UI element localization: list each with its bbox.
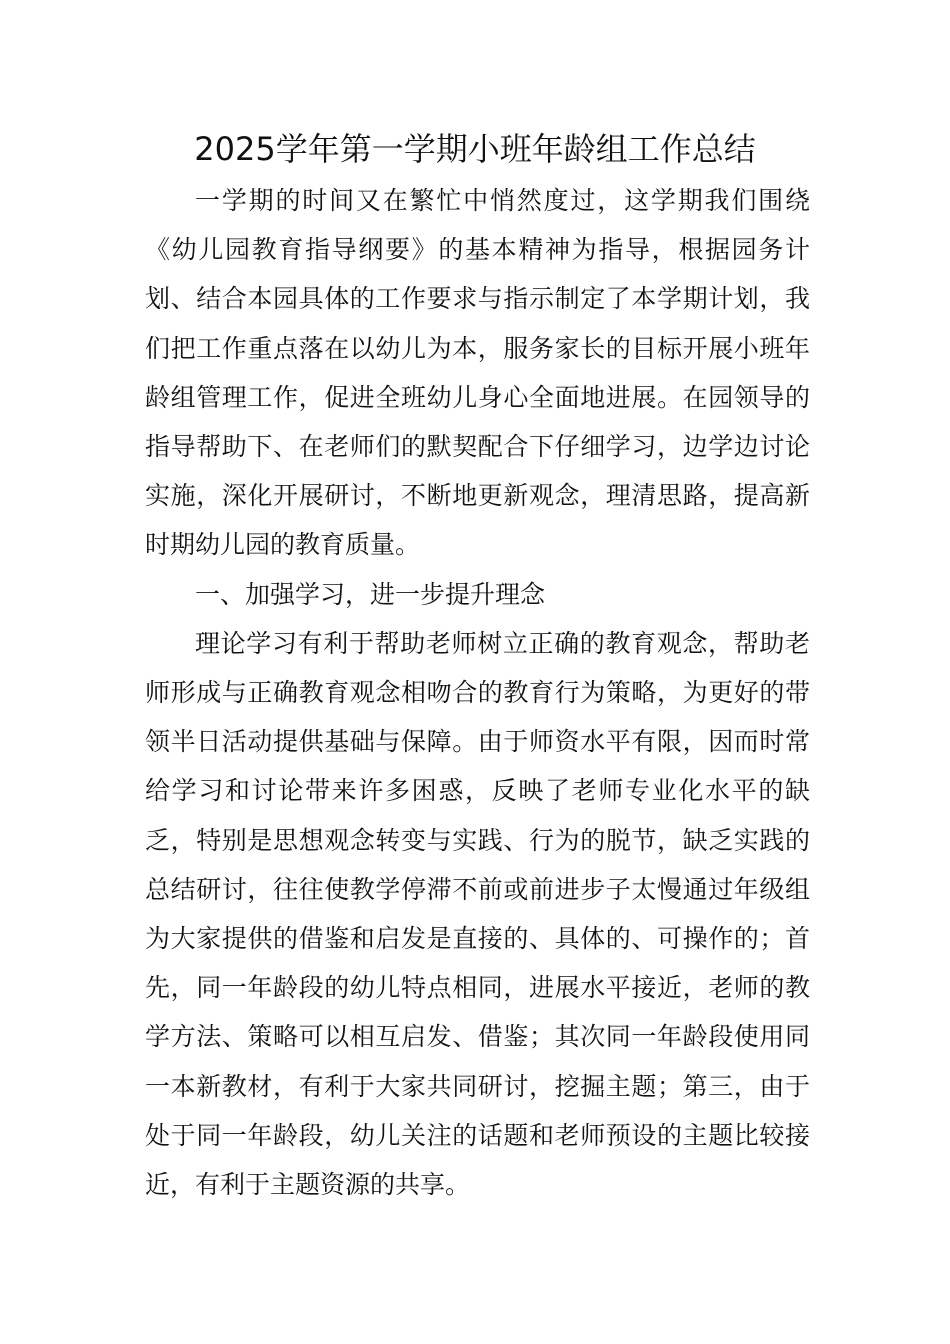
document-body <box>145 176 810 1209</box>
intro-paragraph: 一学期的时间又在繁忙中悄然度过，这学期我们围绕《幼儿园教育指导纲要》的基本精神为指导，根据园务计划、结合本园具体的工作要求与指示制定了本学期计划，我们把工作重点落在以幼儿为本，服务家长的目标开展小班年龄组管理工作，促进全班幼儿身心全面地进展。在园领导的指导帮助下、在老师们的默契配合下仔细学习，边学边讨论实施，深化开展研讨，不断地更新观念，理清思路，提高新时期幼儿园的教育质量。 <box>145 186 810 560</box>
section-paragraph: 理论学习有利于帮助老师树立正确的教育观念，帮助老师形成与正确教育观念相吻合的教育行为策略，为更好的带领半日活动提供基础与保障。由于师资水平有限，因而时常给学习和讨论带来许多困惑，反映了老师专业化水平的缺乏，特别是思想观念转变与实践、行为的脱节，缺乏实践的总结研讨，往往使教学停滞不前或前进步子太慢通过年级组为大家提供的借鉴和启发是直接的、具体的、可操作的；首先，同一年龄段的幼儿特点相同，进展水平接近，老师的教学方法、策略可以相互启发、借鉴；其次同一年龄段使用同一本新教材，有利于大家共同研讨，挖掘主题；第三，由于处于同一年龄段，幼儿关注的话题和老师预设的主题比较接近，有利于主题资源的共享。 <box>145 628 810 1200</box>
section-heading: 一、加强学习，进一步提升理念 <box>195 579 546 609</box>
document-title: 2025学年第一学期小班年龄组工作总结 <box>194 130 756 168</box>
